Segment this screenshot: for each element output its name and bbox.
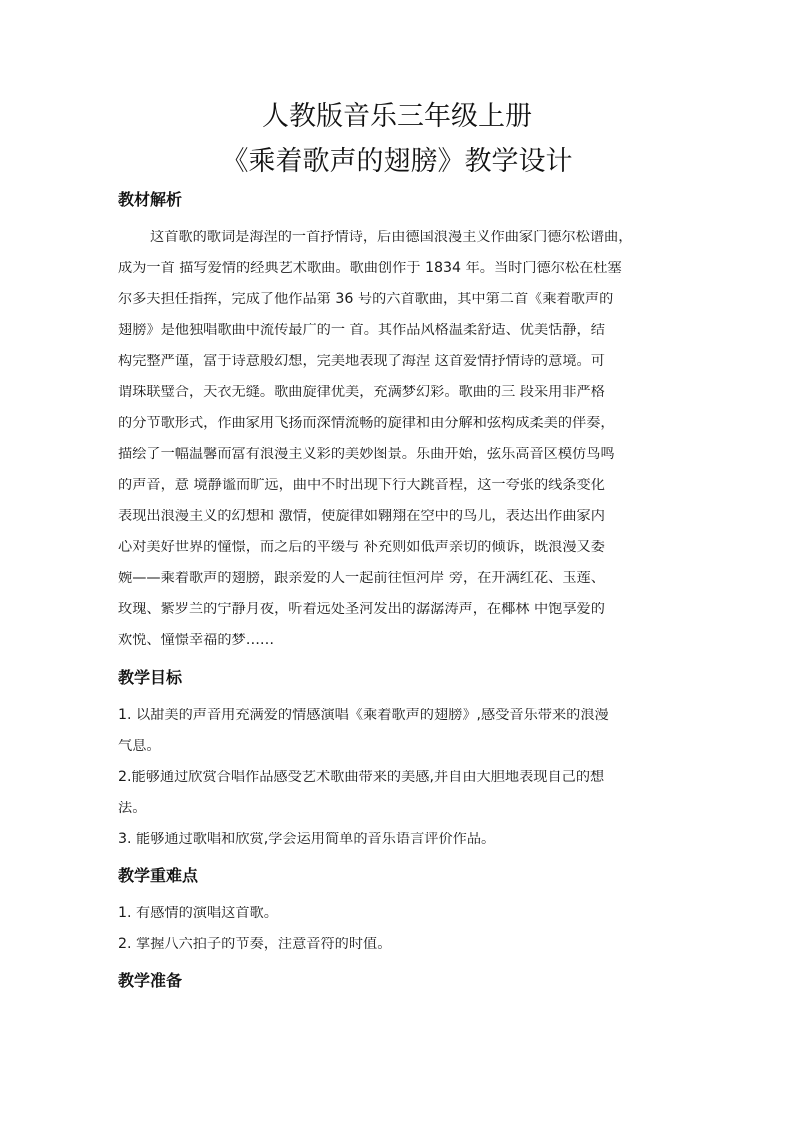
section-heading-analysis: 教材解析 [118,190,183,209]
analysis-paragraph-line: 描绘了一幅温馨而富有浪漫主义彩的美妙图景。乐曲开始，弦乐高音区模仿鸟鸣 [118,447,615,462]
analysis-paragraph-line: 翅膀》是他独唱歌曲中流传最广的一 首。其作品风格温柔舒适、优美恬静，结 [118,323,605,338]
analysis-paragraph-line: 表现出浪漫主义的幻想和 激情，使旋律如翱翔在空中的鸟儿，表达出作曲家内 [118,509,605,524]
key-point-line: 1. 有感情的演唱这首歌。 [118,906,278,921]
section-heading-preparation: 教学准备 [118,971,183,990]
analysis-paragraph-line: 尔多夫担任指挥，完成了他作品第 36 号的六首歌曲，其中第二首《乘着歌声的 [118,292,614,307]
objective-line: 气息。 [118,739,161,754]
document-title: 人教版音乐三年级上册 [262,101,532,132]
objective-line: 1. 以甜美的声音用充满爱的情感演唱《乘着歌声的翅膀》,感受音乐带来的浪漫 [118,708,609,723]
analysis-paragraph-line: 的声音，意 境静谧而旷远，曲中不时出现下行大跳音程，这一夸张的线条变化 [118,478,605,493]
section-heading-objectives: 教学目标 [118,668,183,687]
key-point-line: 2. 掌握八六拍子的节奏，注意音符的时值。 [118,937,392,952]
document-subtitle: 《乘着歌声的翅膀》教学设计 [221,146,573,177]
analysis-paragraph-line: 成为一首 描写爱情的经典艺术歌曲。歌曲创作于 1834 年。当时门德尔松在杜塞 [118,261,622,276]
analysis-paragraph-line: 婉——乘着歌声的翅膀，跟亲爱的人一起前往恒河岸 旁，在开满红花、玉莲、 [118,571,605,586]
objective-line: 2.能够通过欣赏合唱作品感受艺术歌曲带来的美感,并自由大胆地表现自己的想 [118,770,605,785]
analysis-paragraph-line: 这首歌的歌词是海涅的一首抒情诗，后由德国浪漫主义作曲家门德尔松谱曲， [150,230,633,245]
analysis-paragraph-line: 构完整严谨，富于诗意般幻想，完美地表现了海涅 这首爱情抒情诗的意境。可 [118,354,605,369]
section-heading-key-points: 教学重难点 [118,866,199,885]
objective-line: 法。 [118,801,147,816]
analysis-paragraph-line: 的分节歌形式，作曲家用飞扬而深情流畅的旋律和由分解和弦构成柔美的伴奏， [118,416,615,431]
analysis-paragraph-line: 谓珠联璧合，天衣无缝。歌曲旋律优美，充满梦幻彩。歌曲的三 段采用非严格 [118,385,605,400]
analysis-paragraph-line: 玫瑰、紫罗兰的宁静月夜，听着远处圣河发出的潺潺涛声，在椰林 中饱享爱的 [118,602,605,617]
analysis-paragraph-line: 心对美好世界的憧憬，而之后的平缓与 补充则如低声亲切的倾诉，既浪漫又委 [118,540,605,555]
analysis-paragraph-line: 欢悦、憧憬幸福的梦…… [118,633,275,648]
objective-line: 3. 能够通过歌唱和欣赏,学会运用简单的音乐语言评价作品。 [118,832,496,847]
